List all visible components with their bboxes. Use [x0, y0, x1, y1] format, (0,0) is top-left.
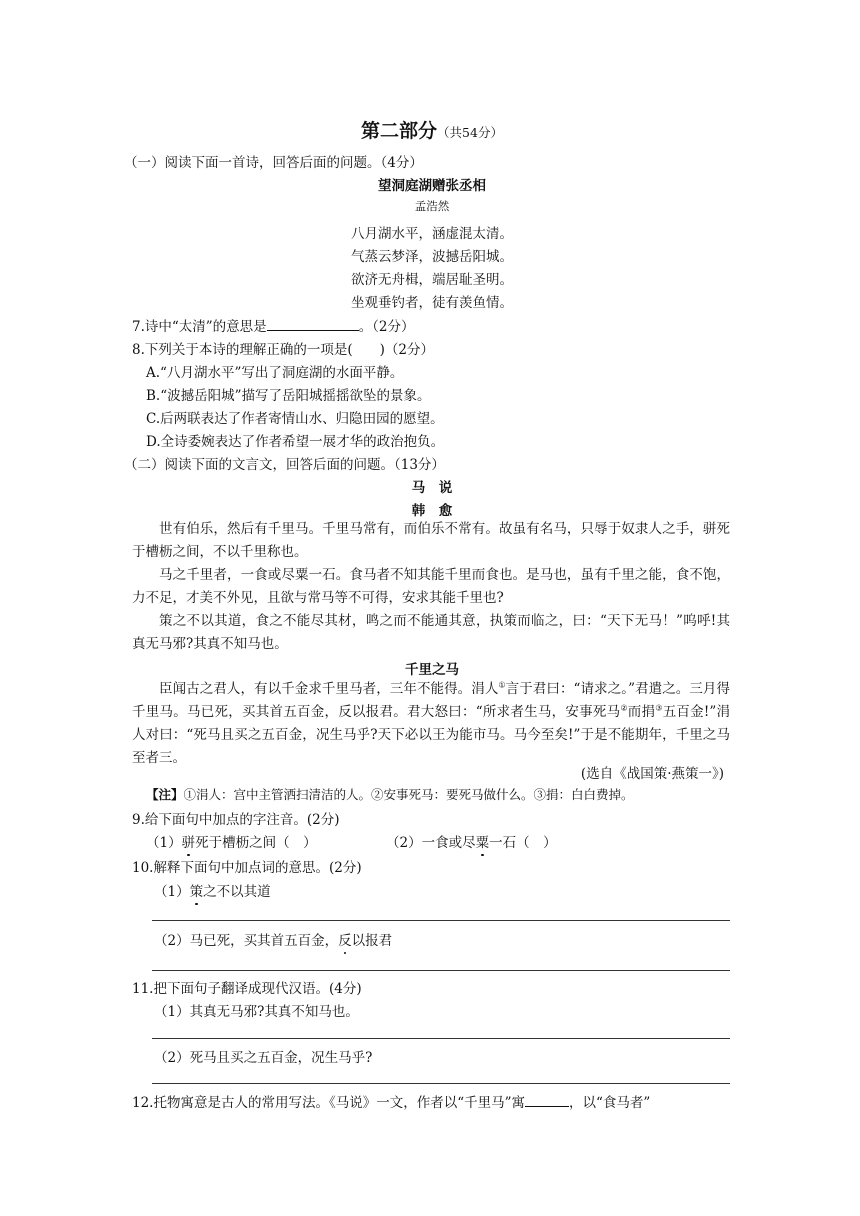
q12-suffix: ，以“食马者” — [569, 1095, 651, 1111]
note-ref-1: ① — [498, 680, 506, 690]
q9-dotted-char: 粟 — [476, 831, 490, 851]
q11-item-2: （2）死马且买之五百金，况生马乎? — [154, 1050, 373, 1066]
q11-answer-line-2[interactable] — [152, 1083, 730, 1084]
poem-line: 八月湖水平，涵虚混太清。 — [351, 226, 513, 242]
annotation-note — [146, 785, 634, 803]
q9-item-2[interactable]: （2）一食或尽粟一石（ ） — [386, 831, 557, 851]
text1-author: 韩 愈 — [411, 503, 453, 519]
text2-title: 千里之马 — [405, 662, 459, 678]
section-header — [132, 116, 732, 143]
poem-author: 孟浩然 — [414, 199, 450, 213]
question-10-stem: 10.解释下面句中加点词的意思。(2分) — [132, 860, 362, 876]
q7-prefix: 7.诗中“太清”的意思是 — [132, 319, 267, 335]
q8-option-b[interactable]: B.“波撼岳阳城”描写了岳阳城摇摇欲坠的景象。 — [146, 388, 431, 404]
q11-answer-line-1[interactable] — [152, 1038, 730, 1039]
q10-dotted-char: 策 — [190, 880, 204, 900]
note-ref-3: ③ — [655, 703, 663, 713]
q9-item-1[interactable]: （1）骈死于槽枥之间（ ） — [146, 831, 317, 851]
q10-answer-line-2[interactable] — [152, 970, 730, 971]
text1-paragraph: 世有伯乐，然后有千里马。千里马常有，而伯乐不常有。故虽有名马，只辱于奴隶人之手，骈死于槽枥之间，不以千里称也。 — [132, 521, 730, 560]
text1-title: 马 说 — [411, 480, 453, 496]
note-ref-2: ② — [620, 703, 628, 713]
section1-instruction: （一）阅读下面一首诗，回答后面的问题。（4分） — [124, 155, 423, 171]
q12-answer-blank[interactable] — [525, 1092, 569, 1107]
question-11-stem: 11.把下面句子翻译成现代汉语。(4分) — [132, 981, 362, 997]
q8-option-a[interactable]: A.“八月湖水平”写出了洞庭湖的水面平静。 — [146, 365, 404, 381]
page-title: 第二部分 — [361, 120, 438, 142]
question-8-stem: 8.下列关于本诗的理解正确的一项是( )（2分） — [132, 342, 435, 358]
question-9-stem: 9.给下面句中加点的字注音。(2分) — [132, 812, 340, 828]
page-subtitle: （共54分） — [437, 125, 503, 140]
q7-answer-blank[interactable] — [267, 316, 359, 331]
text1-paragraph: 策之不以其道，食之不能尽其材，鸣之而不能通其意，执策而临之，曰：“天下无马！”呜呼!其真无马邪?其真不知马也。 — [132, 613, 730, 652]
note-label: 【注】 — [146, 787, 184, 802]
poem-line: 欲济无舟楫，端居耻圣明。 — [351, 272, 513, 288]
q10-answer-line-1[interactable] — [152, 920, 730, 921]
q8-option-d[interactable]: D.全诗委婉表达了作者希望一展才华的政治抱负。 — [146, 434, 445, 450]
q10-dotted-char: 反 — [338, 929, 352, 949]
poem-line: 坐观垂钓者，徒有羡鱼情。 — [351, 295, 513, 311]
question-7 — [132, 315, 415, 335]
section2-instruction: （二）阅读下面的文言文，回答后面的问题。（13分） — [124, 457, 445, 473]
text1-paragraph: 马之千里者，一食或尽粟一石。食马者不知其能千里而食也。是马也，虽有千里之能，食不饱，力不足，才美不外见，且欲与常马等不可得，安求其能千里也? — [132, 567, 730, 606]
q10-item-2: （2）马已死，买其首五百金，反以报君 — [154, 929, 392, 949]
poem-title: 望洞庭湖赠张丞相 — [378, 178, 486, 194]
q11-item-1: （1）其真无马邪?其真不知马也。 — [154, 1004, 359, 1020]
q10-item-1: （1）策之不以其道 — [154, 880, 271, 900]
text2-paragraph: 臣闻古之君人，有以千金求千里马者，三年不能得。涓人①言于君曰：“请求之。”君遣之。三月得千里马。马已死，买其首五百金，反以报君。君大怒曰：“所求者生马，安事死马②而捐③五百金!”涓人对曰：“死马且买之五百金，况生马乎?天下必以王为能市马。马今至矣!”于是不能期年，千里之马至者三。 — [132, 680, 731, 766]
question-12 — [132, 1091, 650, 1111]
note-text: ①涓人：宫中主管洒扫清洁的人。②安事死马：要死马做什么。③捐：白白费掉。 — [183, 787, 634, 802]
q12-prefix: 12.托物寓意是古人的常用写法。《马说》一文，作者以“千里马”寓 — [132, 1095, 526, 1111]
text2-source: (选自《战国策·燕策一》) — [580, 766, 724, 782]
q8-option-c[interactable]: C.后两联表达了作者寄情山水、归隐田园的愿望。 — [146, 411, 444, 427]
q7-suffix: 。（2分） — [358, 319, 415, 335]
poem-line: 气蒸云梦泽，波撼岳阳城。 — [351, 249, 513, 265]
q9-dotted-char: 骈 — [182, 831, 196, 851]
